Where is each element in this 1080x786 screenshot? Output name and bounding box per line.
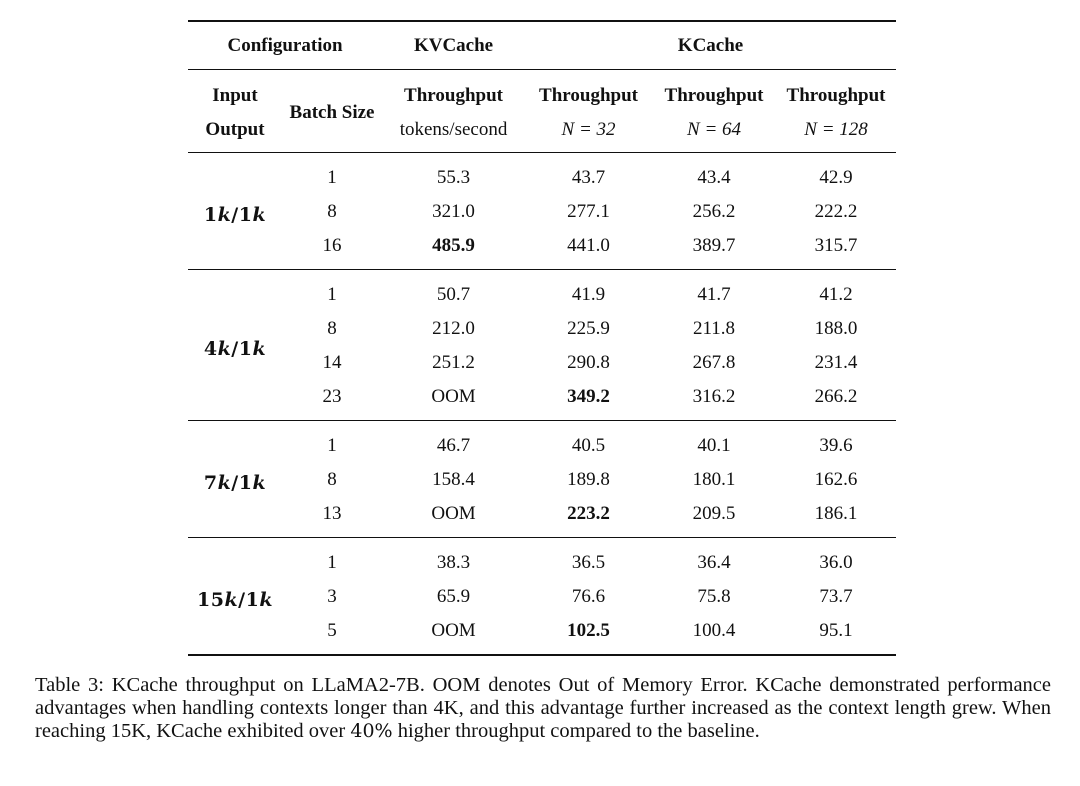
- kcache-n32-cell: 102.5: [525, 614, 652, 655]
- table-row: [188, 380, 896, 421]
- caption-text-end: higher throughput compared to the baseline.: [392, 720, 760, 742]
- throughput-table: [188, 20, 896, 656]
- group-header-row: [188, 21, 896, 70]
- table-row: [188, 312, 896, 346]
- setting-part: k: [217, 338, 232, 360]
- batch-size-cell: 1: [282, 270, 382, 313]
- kcache-n32-cell: 349.2: [567, 386, 610, 407]
- kvcache-throughput-cell: OOM: [431, 386, 476, 407]
- batch-size-cell: 16: [322, 235, 342, 256]
- kcache-n128-cell: 42.9: [776, 153, 896, 196]
- kcache-n64-cell: 316.2: [692, 386, 736, 407]
- kvcache-throughput-cell: 251.2: [432, 352, 475, 373]
- kvcache-throughput-cell: 212.0: [432, 318, 475, 339]
- kcache-n64-cell: 36.4: [652, 538, 776, 581]
- batch-size-cell: 8: [327, 201, 337, 222]
- setting-part: 1: [203, 204, 218, 226]
- kcache-n128-cell: 73.7: [819, 586, 853, 607]
- kcache-n32-cell: 189.8: [567, 469, 610, 490]
- kcache-n128-cell: 41.2: [776, 270, 896, 313]
- kcache-n128-cell: 231.4: [814, 352, 858, 373]
- kvcache-throughput-cell: OOM: [431, 503, 476, 524]
- kcache-n128-cell: 188.0: [814, 318, 858, 339]
- input-output-setting: [188, 153, 282, 270]
- setting-part: k: [252, 338, 267, 360]
- tokens-per-second-unit: tokens/second: [399, 119, 508, 140]
- setting-part: 1: [238, 338, 253, 360]
- n32-throughput-header: Throughput: [525, 70, 652, 114]
- input-output-setting: [188, 538, 282, 656]
- batch-size-cell: 23: [322, 386, 342, 407]
- kcache-n128-cell: 95.1: [776, 614, 896, 655]
- kcache-n32-cell: 40.5: [525, 421, 652, 464]
- input-output-setting: [188, 270, 282, 421]
- kvcache-throughput-cell: 158.4: [432, 469, 475, 490]
- table-row: [188, 497, 896, 538]
- setting-part: /: [231, 338, 239, 360]
- caption-text-start: Table 3: KCache throughput on LLaMA2-7B. OOM denotes Out of Memory Error. KCache demonstrated performance advantages when handling contexts longer than 4K, and this advantage further increased as the context length grew. When reaching 15K, KCache exhibited over: [35, 674, 1051, 742]
- n128-label: N = 128: [804, 119, 868, 140]
- setting-part: 1: [245, 589, 260, 611]
- kcache-n128-cell: 266.2: [814, 386, 858, 407]
- kcache-n128-cell: 186.1: [814, 503, 858, 524]
- setting-part: /: [238, 589, 246, 611]
- kcache-n32-cell: 43.7: [525, 153, 652, 196]
- kvcache-throughput-cell: 65.9: [436, 586, 471, 607]
- kvcache-throughput-cell: 46.7: [382, 421, 525, 464]
- table-row: [188, 346, 896, 380]
- kv-throughput-header: Throughput: [382, 70, 525, 114]
- kcache-n32-cell: 225.9: [567, 318, 610, 339]
- setting-part: k: [252, 204, 267, 226]
- batch-size-cell: 1: [282, 153, 382, 196]
- setting-part: 1: [238, 472, 253, 494]
- kvcache-throughput-cell: 50.7: [382, 270, 525, 313]
- kcache-n64-cell: 389.7: [692, 235, 736, 256]
- kvcache-header: KVCache: [382, 21, 525, 70]
- kcache-n32-cell: 290.8: [567, 352, 610, 373]
- batch-size-cell: 13: [322, 503, 342, 524]
- kcache-n128-cell: 315.7: [814, 235, 858, 256]
- table-row: [188, 229, 896, 270]
- table-row: [188, 270, 896, 313]
- kcache-n128-cell: 36.0: [776, 538, 896, 581]
- setting-part: 15: [197, 589, 225, 611]
- kcache-n64-cell: 100.4: [652, 614, 776, 655]
- table-row: [188, 195, 896, 229]
- kcache-n64-cell: 256.2: [692, 201, 736, 222]
- n32-label: N = 32: [561, 119, 616, 140]
- kcache-n32-cell: 277.1: [567, 201, 610, 222]
- input-output-setting: [188, 421, 282, 538]
- kcache-n32-cell: 441.0: [567, 235, 610, 256]
- results-table-container: [188, 20, 896, 656]
- setting-part: k: [217, 204, 232, 226]
- setting-part: /: [231, 472, 239, 494]
- kvcache-throughput-cell: 55.3: [382, 153, 525, 196]
- kcache-n64-cell: 209.5: [692, 503, 736, 524]
- batch-size-header: Batch Size: [282, 70, 382, 153]
- kvcache-throughput-cell: OOM: [382, 614, 525, 655]
- table-row: [188, 538, 896, 581]
- batch-size-cell: 8: [327, 318, 337, 339]
- kcache-n32-cell: 36.5: [525, 538, 652, 581]
- input-header: Input: [188, 70, 282, 114]
- kcache-n64-cell: 180.1: [692, 469, 736, 490]
- sub-header-row-1: [188, 70, 896, 114]
- table-row: [188, 463, 896, 497]
- kcache-n128-cell: 39.6: [776, 421, 896, 464]
- batch-size-cell: 1: [282, 421, 382, 464]
- kcache-header: KCache: [525, 21, 896, 70]
- kcache-n64-cell: 75.8: [697, 586, 731, 607]
- n64-throughput-header: Throughput: [652, 70, 776, 114]
- setting-part: k: [217, 472, 232, 494]
- kcache-n64-cell: 43.4: [652, 153, 776, 196]
- table-row: [188, 421, 896, 464]
- kcache-n128-cell: 162.6: [814, 469, 858, 490]
- kcache-n32-cell: 41.9: [525, 270, 652, 313]
- batch-size-cell: 8: [327, 469, 337, 490]
- setting-part: 7: [203, 472, 218, 494]
- batch-size-cell: 3: [327, 586, 337, 607]
- kcache-n32-cell: 223.2: [567, 503, 610, 524]
- configuration-header: Configuration: [188, 21, 382, 70]
- kcache-n64-cell: 267.8: [692, 352, 736, 373]
- table-caption: [35, 674, 1051, 743]
- table-row: [188, 153, 896, 196]
- setting-part: 1: [238, 204, 253, 226]
- caption-percent: 40%: [350, 720, 393, 742]
- setting-part: /: [231, 204, 239, 226]
- kcache-n128-cell: 222.2: [814, 201, 858, 222]
- batch-size-cell: 5: [282, 614, 382, 655]
- kvcache-throughput-cell: 321.0: [432, 201, 475, 222]
- kvcache-throughput-cell: 485.9: [432, 235, 475, 256]
- setting-part: k: [259, 589, 273, 611]
- setting-part: k: [252, 472, 267, 494]
- n64-label: N = 64: [687, 119, 742, 140]
- n128-throughput-header: Throughput: [776, 70, 896, 114]
- table-row: [188, 580, 896, 614]
- output-header: Output: [205, 119, 265, 140]
- kcache-n32-cell: 76.6: [571, 586, 606, 607]
- kcache-n64-cell: 40.1: [652, 421, 776, 464]
- setting-part: k: [224, 589, 239, 611]
- kcache-n64-cell: 211.8: [692, 318, 736, 339]
- setting-part: 4: [203, 338, 218, 360]
- table-row: [188, 614, 896, 655]
- kvcache-throughput-cell: 38.3: [382, 538, 525, 581]
- kcache-n64-cell: 41.7: [652, 270, 776, 313]
- batch-size-cell: 1: [282, 538, 382, 581]
- batch-size-cell: 14: [322, 352, 342, 373]
